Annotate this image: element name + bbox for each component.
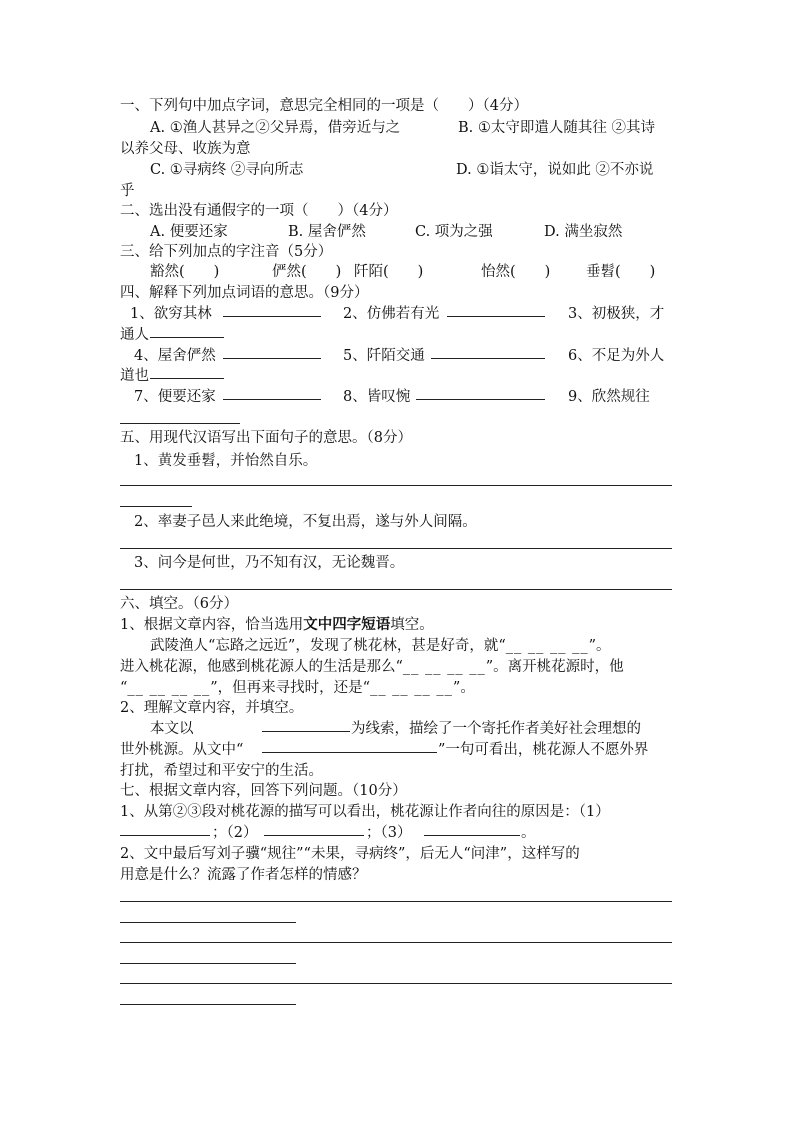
q7-part2-line1: 2、文中最后写刘子骥“规往”“未果，寻病终”，后无人“问津”，这样写的 xyxy=(120,846,580,862)
q1-option-b-cont: 以养父母、收族为意 xyxy=(120,141,251,157)
q3-item: 俨然( ) xyxy=(272,264,342,280)
q6-clue-blank[interactable] xyxy=(262,717,350,732)
q5-sentence-2: 2、率妻子邑人来此绝境，不复出焉，遂与外人间隔。 xyxy=(134,514,477,530)
q6-part2-line1-cont: 为线索，描绘了一个寄托作者美好社会理想的 xyxy=(351,721,641,737)
q1-option-d: D. ①诣太守，说如此 ②不亦说 xyxy=(456,162,654,178)
q7-title: 七、根据文章内容，回答下列问题。（10分） xyxy=(120,783,407,799)
fill-blank[interactable]: __ __ __ __ xyxy=(127,680,211,696)
q7-reason-blank-3[interactable] xyxy=(424,821,520,836)
q7-answer-line[interactable] xyxy=(120,963,296,964)
q6-part1-instruction: 1、根据文章内容，恰当选用文中四字短语填空。 xyxy=(120,616,434,633)
q1-title: 一、下列句中加点字词，意思完全相同的一项是（ ）（4分） xyxy=(120,98,528,114)
q7-end-mark: 。 xyxy=(521,825,536,841)
q6-part1-line3: “__ __ __ __”，但再来寻找时，还是“__ __ __ __”。 xyxy=(120,680,475,696)
q3-title: 三、给下列加点的字注音（5分） xyxy=(120,244,333,260)
q2-option-b: B. 屋舍俨然 xyxy=(288,224,366,240)
q1-option-d-cont: 乎 xyxy=(120,183,135,199)
q4-item: 3、初极狭，才 xyxy=(568,306,665,322)
q4-item: 8、皆叹惋 xyxy=(343,389,411,405)
q7-reason-blank-1[interactable] xyxy=(120,821,210,836)
q4-item: 1、欲穷其林 xyxy=(130,306,212,322)
q6-part1-line1: 武陵渔人“忘路之远近”，发现了桃花林，甚是好奇，就“__ __ __ __”。 xyxy=(150,638,611,654)
q2-option-c: C. 项为之强 xyxy=(415,224,493,240)
q5-answer-line[interactable] xyxy=(120,548,672,549)
q2-option-a: A. 便要还家 xyxy=(150,224,228,240)
q7-separator: ；（2） xyxy=(212,825,258,841)
q7-reason-blank-2[interactable] xyxy=(264,821,364,836)
fill-blank[interactable]: __ __ __ __ xyxy=(402,659,486,675)
q2-option-d: D. 满坐寂然 xyxy=(544,224,623,240)
q6-title: 六、填空。（6分） xyxy=(120,596,238,612)
q6-part2-title: 2、理解文章内容，并填空。 xyxy=(120,700,304,716)
q7-answer-line[interactable] xyxy=(120,901,672,902)
q3-item: 阡陌( ) xyxy=(354,264,424,280)
q4-item: 9、欣然规往 xyxy=(568,389,650,405)
q7-answer-line[interactable] xyxy=(120,922,296,923)
q2-title: 二、选出没有通假字的一项（ ）（4分） xyxy=(120,203,398,219)
q4-answer-blank[interactable] xyxy=(223,344,321,359)
q5-answer-line[interactable] xyxy=(120,589,672,590)
q6-part2-line2-cont: ”一句可看出，桃花源人不愿外界 xyxy=(438,742,649,758)
q4-item: 道也 xyxy=(120,368,149,384)
q4-answer-blank[interactable] xyxy=(150,323,224,338)
q3-item: 豁然( ) xyxy=(150,264,220,280)
q3-item: 怡然( ) xyxy=(481,264,551,280)
q7-part2-line2: 用意是什么？流露了作者怎样的情感？ xyxy=(120,867,367,883)
q5-sentence-1: 1、黄发垂髫，并怡然自乐。 xyxy=(134,453,318,469)
q5-answer-line[interactable] xyxy=(120,485,672,486)
q3-item: 垂髫( ) xyxy=(586,264,656,280)
q4-answer-blank[interactable] xyxy=(447,302,545,317)
q1-option-b: B. ①太守即遣人随其往 ②其诗 xyxy=(458,120,655,136)
q4-item: 4、屋舍俨然 xyxy=(134,348,216,364)
q6-part2-line1: 本文以 xyxy=(150,721,194,737)
q7-answer-line[interactable] xyxy=(120,983,672,984)
q4-item: 7、便要还家 xyxy=(134,389,216,405)
fill-blank[interactable]: __ __ __ __ xyxy=(505,638,589,654)
q6-part2-line2: 世外桃源。从文中“ xyxy=(120,742,244,758)
q4-answer-blank[interactable] xyxy=(431,344,545,359)
q4-answer-blank[interactable] xyxy=(150,364,224,379)
q6-quote-blank[interactable] xyxy=(262,738,437,753)
q4-title: 四、解释下列加点词语的意思。（9分） xyxy=(120,285,369,301)
q7-part1-line1: 1、从第②③段对桃花源的描写可以看出，桃花源让作者向往的原因是：（1） xyxy=(120,804,610,820)
q4-item: 2、仿佛若有光 xyxy=(343,306,440,322)
q4-answer-blank[interactable] xyxy=(416,385,545,400)
q4-item: 5、阡陌交通 xyxy=(343,348,425,364)
q4-item: 通人 xyxy=(120,327,149,343)
q6-part2-line3: 打扰，希望过和平安宁的生活。 xyxy=(120,763,323,779)
q7-answer-line[interactable] xyxy=(120,1004,296,1005)
q5-answer-line[interactable] xyxy=(120,506,192,507)
q4-answer-blank[interactable] xyxy=(223,302,321,317)
fill-blank[interactable]: __ __ __ __ xyxy=(370,680,453,696)
q7-separator: ；（3） xyxy=(366,825,412,841)
q1-option-a: A. ①渔人甚异之②父异焉，借旁近与之 xyxy=(150,120,401,136)
q7-answer-line[interactable] xyxy=(120,942,672,943)
q4-item: 6、不足为外人 xyxy=(568,348,665,364)
q4-answer-blank[interactable] xyxy=(223,385,321,400)
q4-answer-line[interactable] xyxy=(120,423,240,424)
q5-sentence-3: 3、问今是何世，乃不知有汉，无论魏晋。 xyxy=(134,555,405,571)
q1-option-c: C. ①寻病终 ②寻向所志 xyxy=(150,162,304,178)
q6-part1-line2: 进入桃花源，他感到桃花源人的生活是那么“__ __ __ __”。离开桃花源时，他 xyxy=(120,659,624,675)
q5-title: 五、用现代汉语写出下面句子的意思。（8分） xyxy=(120,430,412,446)
